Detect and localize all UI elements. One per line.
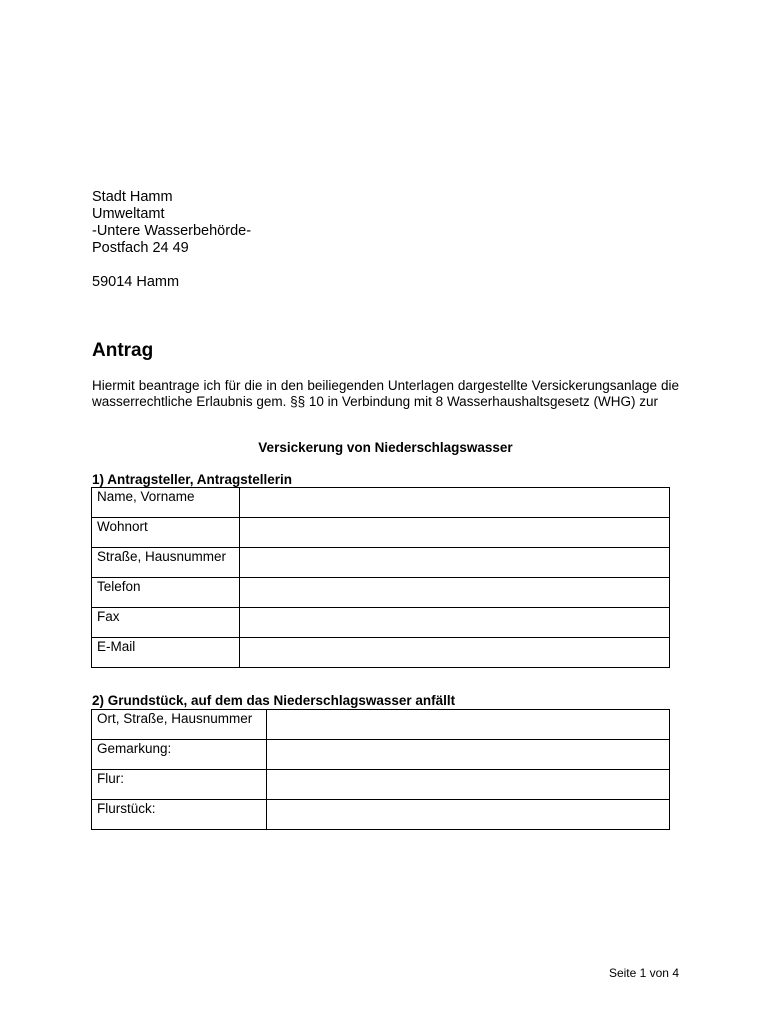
section2-heading: 2) Grundstück, auf dem das Niederschlagswasser anfällt [92,693,456,708]
field-label-fax: Fax [92,608,240,638]
field-input-flur[interactable] [267,770,670,800]
field-input-residence[interactable] [240,518,670,548]
field-label-parcel: Flurstück: [92,800,267,830]
application-subject: Versickerung von Niederschlagswasser [258,440,513,455]
field-input-property-address[interactable] [267,710,670,740]
intro-paragraph: Hiermit beantrage ich für die in den beiliegenden Unterlagen dargestellte Versickerungsanlage die wasserrechtliche Erlaubnis gem. §§ 10 in Verbindung mit 8 Wasserhaushaltsgesetz (WHG) zur [92,378,679,409]
table-row [92,608,670,638]
table-row [92,800,670,830]
address-sub-department: -Untere Wasserbehörde- [92,223,252,239]
table-row [92,710,670,740]
property-table [91,709,670,830]
table-row [92,638,670,668]
table-row [92,578,670,608]
address-postal-city: 59014 Hamm [92,274,180,290]
field-label-street: Straße, Hausnummer [92,548,240,578]
table-row [92,518,670,548]
field-input-phone[interactable] [240,578,670,608]
field-label-phone: Telefon [92,578,240,608]
address-spacer [92,257,251,274]
section1-heading: 1) Antragsteller, Antragstellerin [92,472,293,487]
address-city-authority: Stadt Hamm [92,189,173,205]
field-input-name[interactable] [240,488,670,518]
field-label-residence: Wohnort [92,518,240,548]
address-department: Umweltamt [92,206,165,222]
field-input-street[interactable] [240,548,670,578]
field-label-email: E-Mail [92,638,240,668]
recipient-address [92,189,251,291]
field-input-email[interactable] [240,638,670,668]
field-label-name: Name, Vorname [92,488,240,518]
field-label-district: Gemarkung: [92,740,267,770]
table-row [92,740,670,770]
page-number: Seite 1 von 4 [608,966,679,980]
table-row [92,548,670,578]
address-postbox: Postfach 24 49 [92,240,189,256]
field-label-flur: Flur: [92,770,267,800]
field-input-district[interactable] [267,740,670,770]
document-title: Antrag [92,340,154,361]
field-input-fax[interactable] [240,608,670,638]
table-row [92,488,670,518]
table-row [92,770,670,800]
field-label-property-address: Ort, Straße, Hausnummer [92,710,267,740]
field-input-parcel[interactable] [267,800,670,830]
applicant-table [91,487,670,668]
